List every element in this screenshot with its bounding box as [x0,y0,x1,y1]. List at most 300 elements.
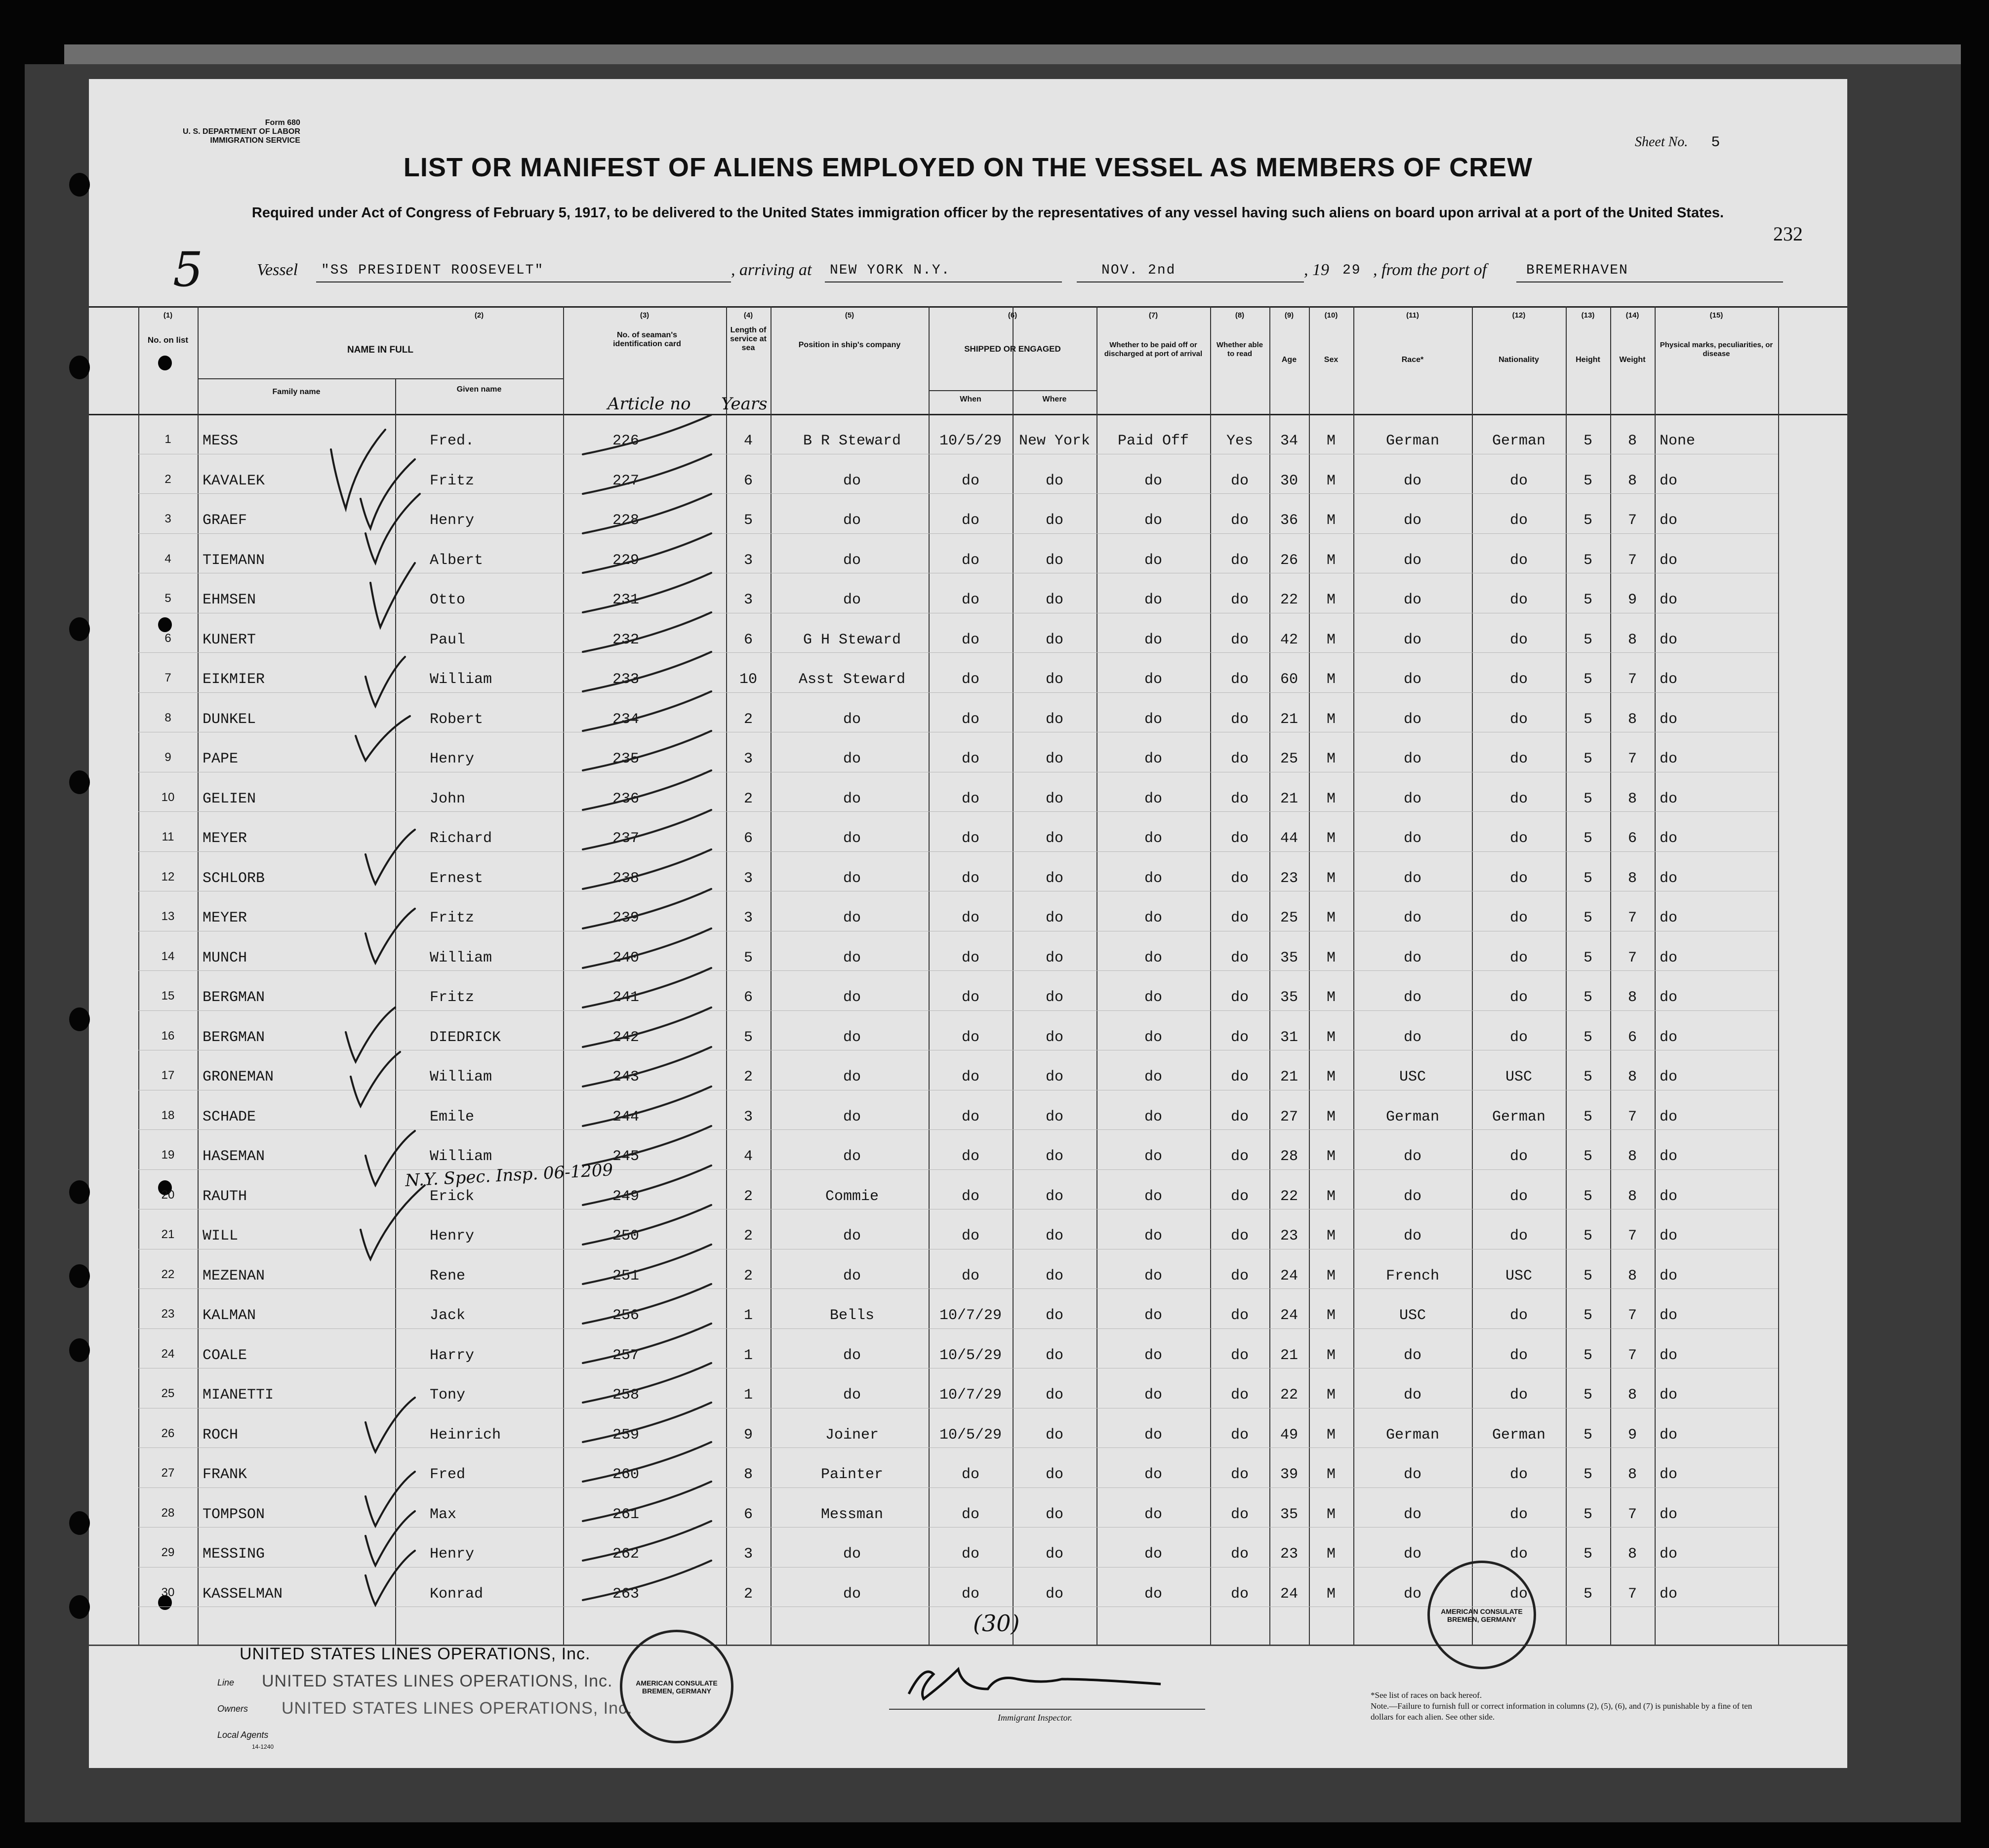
age: 60 [1280,671,1298,688]
age: 23 [1280,1546,1298,1563]
inspector-label: Immigrant Inspector. [998,1713,1072,1723]
years-service: 8 [743,1466,753,1483]
family-name: MEYER [203,830,247,847]
punch-hole [69,770,90,794]
ship-position: do [843,751,861,767]
weight: 6 [1627,1029,1637,1046]
family-name: EIKMIER [203,671,265,688]
years-service: 6 [743,1506,753,1523]
nationality: do [1509,1228,1528,1245]
seaman-card-number: 250 [612,1228,640,1245]
nationality: USC [1505,1267,1532,1285]
shipped-when: do [961,1585,979,1603]
weight: 8 [1627,989,1637,1006]
checkmark [361,459,415,528]
able-to-read: do [1230,790,1249,807]
weight: 7 [1627,1347,1637,1364]
given-name: Robert [430,711,484,728]
column-number: (11) [1406,311,1419,320]
race: do [1403,1585,1421,1603]
years-service: 6 [743,830,753,847]
height: 5 [1583,1426,1592,1444]
race: do [1403,1387,1421,1404]
shipped-where: do [1045,631,1063,648]
age: 24 [1280,1585,1298,1603]
nationality: do [1509,1546,1528,1563]
shipped-when: 10/5/29 [939,1347,1002,1364]
list-number: 5 [173,242,203,297]
nationality: do [1509,751,1528,767]
inspector-annotation: N.Y. Spec. Insp. 06-1209 [405,1160,614,1191]
age: 22 [1280,592,1298,608]
weight: 8 [1627,1387,1637,1404]
sex: M [1326,1188,1336,1205]
punch-hole [69,173,90,197]
family-name: BERGMAN [203,989,265,1006]
height: 5 [1583,1108,1592,1125]
height: 5 [1583,751,1592,767]
age: 27 [1280,1108,1298,1125]
paid-off: do [1144,1426,1162,1444]
row-number: 14 [161,949,175,963]
weight: 7 [1627,751,1637,767]
nationality: do [1509,1029,1528,1046]
able-to-read: do [1230,1069,1249,1085]
weight: 8 [1627,472,1637,489]
handwritten-marks [89,79,1847,1768]
shipped-when: 10/7/29 [939,1307,1002,1324]
family-name: SCHADE [203,1108,256,1125]
race: do [1403,1029,1421,1046]
height: 5 [1583,1546,1592,1563]
ship-position: do [843,512,861,529]
row-number: 24 [161,1347,175,1361]
age: 31 [1280,1029,1298,1046]
height: 5 [1583,1466,1592,1483]
years-service: 2 [743,790,753,807]
sex: M [1326,1466,1336,1483]
shipped-where: do [1045,751,1063,767]
sex: M [1326,1506,1336,1523]
row-number: 12 [161,870,175,884]
able-to-read: do [1230,910,1249,926]
height: 5 [1583,1188,1592,1205]
ship-position: do [843,1585,861,1603]
shipped-where: do [1045,1585,1063,1603]
years-service: 3 [743,751,753,767]
physical-marks: do [1660,1188,1678,1205]
race: do [1403,552,1421,569]
able-to-read: do [1230,1546,1249,1563]
family-name: HASEMAN [203,1148,265,1165]
card-strikethroughs [583,415,711,1600]
family-name: ROCH [203,1426,239,1444]
able-to-read: do [1230,1029,1249,1046]
age: 26 [1280,552,1298,569]
sex: M [1326,1069,1336,1085]
shipped-when: do [961,751,979,767]
race: USC [1399,1307,1426,1324]
paid-off: do [1144,472,1162,489]
paid-off: do [1144,870,1162,887]
row-number: 19 [161,1148,175,1162]
nationality: do [1509,1506,1528,1523]
given-name: William [430,1148,492,1165]
nationality: do [1509,472,1528,489]
race: do [1403,711,1421,728]
weight: 7 [1627,949,1637,966]
able-to-read: do [1230,711,1249,728]
seaman-card-number: 256 [612,1307,640,1324]
shipped-when: do [961,592,979,608]
age: 21 [1280,790,1298,807]
height: 5 [1583,631,1592,648]
nationality: German [1492,1108,1546,1125]
column-number: (12) [1512,311,1526,320]
shipped-when: do [961,552,979,569]
physical-marks: do [1660,989,1678,1006]
paid-off: do [1144,1466,1162,1483]
seaman-card-number: 242 [612,1029,640,1046]
shipped-where: do [1045,989,1063,1006]
punch-hole [69,1007,90,1031]
sex: M [1326,711,1336,728]
row-number: 18 [161,1108,175,1122]
header-given-name: Given name [456,385,502,394]
physical-marks: do [1660,671,1678,688]
years-service: 2 [743,1267,753,1285]
row-number: 7 [164,671,171,684]
age: 24 [1280,1267,1298,1285]
ship-position: G H Steward [803,631,901,648]
nationality: do [1509,989,1528,1006]
age: 35 [1280,949,1298,966]
column-number: (4) [743,311,753,320]
age: 25 [1280,751,1298,767]
physical-marks: do [1660,910,1678,926]
column-number: (15) [1709,311,1723,320]
able-to-read: do [1230,1228,1249,1245]
checkmark-strokes [331,430,731,1768]
line-label: Line [217,1678,235,1687]
seaman-card-number: 243 [612,1069,640,1085]
column-number: (14) [1625,311,1639,320]
years-service: 5 [743,949,753,966]
age: 49 [1280,1426,1298,1444]
age: 42 [1280,631,1298,648]
ship-position: do [843,870,861,887]
seaman-card-number: 237 [612,830,640,847]
years-service: 4 [743,1148,753,1165]
row-number: 13 [161,910,175,923]
shipped-when: do [961,949,979,966]
able-to-read: do [1230,552,1249,569]
age: 24 [1280,1307,1298,1324]
seaman-card-number: 261 [612,1506,640,1523]
shipped-where: do [1045,870,1063,887]
family-name: KALMAN [203,1307,256,1324]
column-number: (1) [163,311,173,320]
shipped-when: 10/7/29 [939,1387,1002,1404]
sex: M [1326,1108,1336,1125]
sex: M [1326,671,1336,688]
row-number: 17 [161,1069,175,1082]
paid-off: do [1144,512,1162,529]
given-name: Paul [430,631,466,648]
family-name: EHMSEN [203,592,256,608]
given-name: William [430,949,492,966]
row-number: 16 [161,1029,175,1043]
year-label: , 19 [1304,261,1329,279]
physical-marks: do [1660,830,1678,847]
given-name: Max [430,1506,457,1523]
seaman-card-number: 263 [612,1585,640,1603]
header-weight: Weight [1619,356,1646,364]
sex: M [1326,592,1336,608]
row-number: 20 [161,1188,175,1202]
race: do [1403,949,1421,966]
height: 5 [1583,592,1592,608]
family-name: BERGMAN [203,1029,265,1046]
years-service: 6 [743,631,753,648]
row-number: 27 [161,1466,175,1480]
ship-position: do [843,1347,861,1364]
given-name: Fritz [430,910,475,926]
shipped-when: do [961,910,979,926]
paid-off: do [1144,592,1162,608]
family-name: KASSELMAN [203,1585,283,1603]
race: do [1403,1347,1421,1364]
years-service: 6 [743,989,753,1006]
ship-position: do [843,472,861,489]
years-service: 5 [743,512,753,529]
seaman-card-number: 227 [612,472,640,489]
row-number: 4 [164,552,171,565]
checkmark [356,716,410,761]
given-name: Rene [430,1267,466,1285]
checkmark [365,830,415,884]
able-to-read: do [1230,1426,1249,1444]
row-number: 29 [161,1546,175,1559]
height: 5 [1583,1069,1592,1085]
ship-position: do [843,1387,861,1404]
paid-off: do [1144,1546,1162,1563]
race: do [1403,1466,1421,1483]
physical-marks: do [1660,1029,1678,1046]
nationality: do [1509,1387,1528,1404]
row-number: 8 [164,711,171,724]
weight: 7 [1627,552,1637,569]
height: 5 [1583,1347,1592,1364]
years-service: 2 [743,1585,753,1603]
paid-off: do [1144,1108,1162,1125]
checkmark [365,1398,415,1452]
row-number: 15 [161,989,175,1003]
race: German [1385,433,1440,449]
shipped-when: do [961,989,979,1006]
shipped-when: do [961,1029,979,1046]
family-name: KAVALEK [203,472,265,489]
shipped-where: do [1045,671,1063,688]
sex: M [1326,1347,1336,1364]
physical-marks: do [1660,1307,1678,1324]
column-number: (9) [1284,311,1294,320]
shipped-where: do [1045,1426,1063,1444]
race: USC [1399,1069,1426,1085]
race: do [1403,631,1421,648]
physical-marks: do [1660,472,1678,489]
page-title: LIST OR MANIFEST OF ALIENS EMPLOYED ON THE VESSEL AS MEMBERS OF CREW [403,153,1533,182]
given-name: DIEDRICK [430,1029,501,1046]
sex: M [1326,1585,1336,1603]
given-name: Erick [430,1188,475,1205]
years-service: 3 [743,1546,753,1563]
years-service: 3 [743,870,753,887]
nationality: German [1492,1426,1546,1444]
weight: 7 [1627,910,1637,926]
race: do [1403,1148,1421,1165]
sheet-label: Sheet No. [1635,134,1688,150]
column-number: (5) [845,311,854,320]
given-name: Henry [430,751,475,767]
row-number: 25 [161,1387,175,1400]
race: do [1403,1506,1421,1523]
row-number: 28 [161,1506,175,1520]
seaman-card-number: 241 [612,989,640,1006]
height: 5 [1583,552,1592,569]
row-number: 3 [164,512,171,525]
row-number: 10 [161,790,175,804]
checkmark [365,909,415,963]
weight: 8 [1627,631,1637,648]
physical-marks: do [1660,592,1678,608]
row-number: 9 [164,751,171,764]
shipped-where: do [1045,1466,1063,1483]
header-article-no: Article no [608,394,691,414]
physical-marks: None [1660,433,1696,449]
column-number: (13) [1581,311,1595,320]
punch-hole [69,617,90,641]
weight: 7 [1627,512,1637,529]
shipped-when: do [961,512,979,529]
age: 35 [1280,1506,1298,1523]
checkmark [346,1007,395,1062]
header-no-on-list: No. on list [147,335,189,345]
company-stamp-3: UNITED STATES LINES OPERATIONS, Inc. [282,1699,633,1718]
punch-hole [69,1338,90,1362]
sex: M [1326,870,1336,887]
nationality: German [1492,433,1546,449]
family-name: FRANK [203,1466,247,1483]
local-agents-label: Local Agents [217,1730,269,1740]
race: French [1385,1267,1440,1285]
age: 23 [1280,1228,1298,1245]
paid-off: do [1144,989,1162,1006]
given-name: Jack [430,1307,466,1324]
manifest-sheet [89,79,1847,1768]
ship-position: Messman [820,1506,884,1523]
shipped-where: do [1045,711,1063,728]
shipped-where: do [1045,910,1063,926]
shipped-when: do [961,1148,979,1165]
able-to-read: do [1230,671,1249,688]
seaman-card-number: 232 [612,631,640,648]
able-to-read: do [1230,472,1249,489]
height: 5 [1583,830,1592,847]
arriving-port: NEW YORK N.Y. [830,263,951,278]
family-name: COALE [203,1347,247,1364]
checkmark [365,494,420,563]
height: 5 [1583,1029,1592,1046]
nationality: do [1509,631,1528,648]
race: do [1403,472,1421,489]
seaman-card-number: 236 [612,790,640,807]
seaman-card-number: 260 [612,1466,640,1483]
ship-position: do [843,1108,861,1125]
shipped-where: do [1045,790,1063,807]
height: 5 [1583,671,1592,688]
shipped-where: do [1045,1228,1063,1245]
race: German [1385,1426,1440,1444]
height: 5 [1583,1506,1592,1523]
able-to-read: do [1230,512,1249,529]
age: 21 [1280,1347,1298,1364]
years-service: 5 [743,1029,753,1046]
years-service: 3 [743,1108,753,1125]
physical-marks: do [1660,1108,1678,1125]
shipped-where: do [1045,1029,1063,1046]
physical-marks: do [1660,790,1678,807]
given-name: Emile [430,1108,475,1125]
physical-marks: do [1660,1267,1678,1285]
header-position: Position in ship's company [798,341,901,349]
ship-position: do [843,910,861,926]
ship-position: do [843,1069,861,1085]
sex: M [1326,512,1336,529]
paid-off: do [1144,830,1162,847]
sex: M [1326,631,1336,648]
ship-position: Joiner [825,1426,879,1444]
family-name: MEYER [203,910,247,926]
sex: M [1326,472,1336,489]
weight: 6 [1627,830,1637,847]
nationality: do [1509,1148,1528,1165]
nationality: do [1509,592,1528,608]
seaman-card-number: 251 [612,1267,640,1285]
shipped-when: do [961,830,979,847]
shipped-where: do [1045,830,1063,847]
years-service: 1 [743,1307,753,1324]
row-number: 1 [164,433,171,446]
age: 25 [1280,910,1298,926]
ship-position: do [843,989,861,1006]
shipped-where: do [1045,949,1063,966]
able-to-read: do [1230,1188,1249,1205]
family-name: GRAEF [203,512,247,529]
seal-text: AMERICAN CONSULATE BREMEN, GERMANY [636,1679,718,1695]
paid-off: do [1144,1148,1162,1165]
age: 36 [1280,512,1298,529]
punch-hole [69,1264,90,1288]
paid-off: do [1144,949,1162,966]
header-nationality: Nationality [1499,356,1539,364]
seaman-card-number: 240 [612,949,640,966]
weight: 8 [1627,790,1637,807]
weight: 9 [1627,1426,1637,1444]
page-subtitle: Required under Act of Congress of February 5, 1917, to be delivered to the United States immigration officer by the representatives of any vessel having such aliens on board upon arrival at a port of the United States. [251,205,1724,221]
race: do [1403,989,1421,1006]
header-physical-marks: Physical marks, peculiarities, or disease [1660,341,1773,358]
